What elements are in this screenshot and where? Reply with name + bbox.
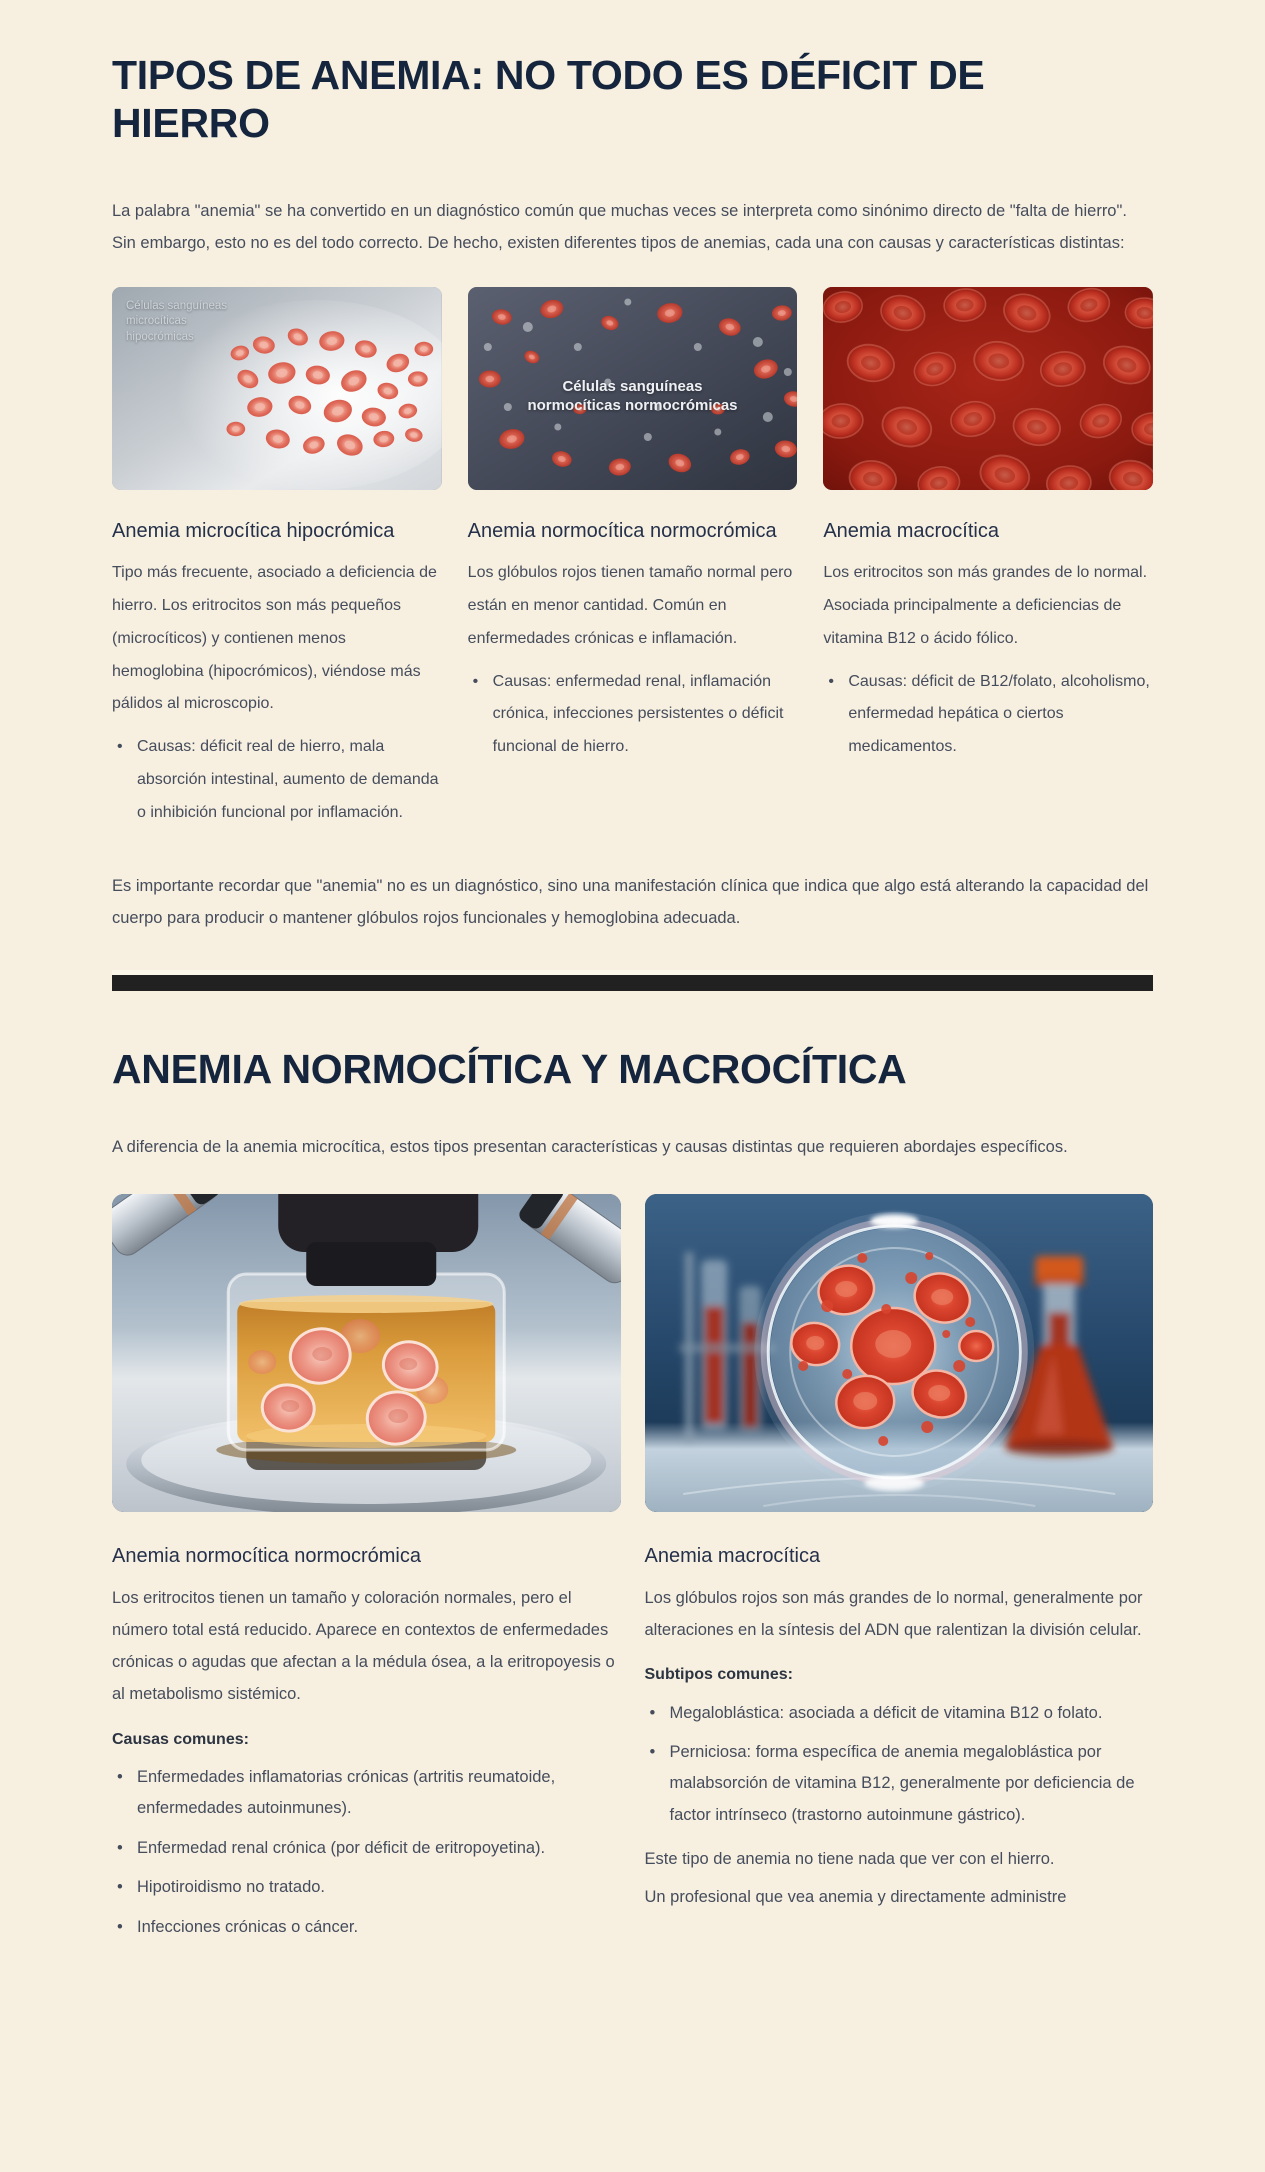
section-normocitica-macrocitica xyxy=(112,1045,1153,1943)
card-body: Tipo más frecuente, asociado a deficiencia de hierro. Los eritrocitos son más pequeños (microcíticos) y contienen menos hemoglobina (hipocrómicos), viéndose más pálidos al microscopio. xyxy=(112,564,437,713)
card-anemia-microcitica xyxy=(112,287,442,829)
card-anemia-normocitica xyxy=(468,287,798,829)
card-body: Los eritrocitos son más grandes de lo normal. Asociada principalmente a deficiencias de vitamina B12 o ácido fólico. xyxy=(823,564,1148,647)
column-body: Los eritrocitos tienen un tamaño y coloración normales, pero el número total está reducido. Aparece en contextos de enfermedades crónicas o agudas que afectan a la médula ósea, a la eritropoyesis o al metabolismo sistémico. xyxy=(112,1588,615,1704)
page-title: TIPOS DE ANEMIA: NO TODO ES DÉFICIT DE HIERRO xyxy=(112,52,985,146)
column-bullet-list xyxy=(112,1762,621,1943)
blood-cells-illustration xyxy=(823,287,1153,490)
bullet-item: • Causas: déficit real de hierro, mala absorción intestinal, aumento de demanda o inhibición funcional por inflamación. xyxy=(112,731,442,829)
card-body: Los glóbulos rojos tienen tamaño normal pero están en menor cantidad. Común en enfermedades crónicas e inflamación. xyxy=(467,564,793,647)
section2-images-row xyxy=(112,1194,1153,1512)
intro-paragraph: La palabra "anemia" se ha convertido en un diagnóstico común que muchas veces se interpreta como sinónimo directo de "falta de hierro". Sin embargo, esto no es del todo correcto. De hecho, existen diferentes tipos de anemias, cada una con causas y características distintas: xyxy=(112,201,1127,252)
image-macrocytic-cells xyxy=(823,287,1153,490)
anemia-cards-row xyxy=(112,287,1153,829)
column-note: Este tipo de anemia no tiene nada que ver con el hierro. xyxy=(644,1850,1055,1869)
section-divider xyxy=(112,970,1153,991)
column-title: Anemia normocítica normocrómica xyxy=(112,1544,421,1567)
bullet-item: • Infecciones crónicas o cáncer. xyxy=(112,1912,621,1943)
column-bullet-list xyxy=(645,1698,1154,1831)
card-title: Anemia microcítica hipocrómica xyxy=(112,520,395,543)
image-normocytic-cells xyxy=(468,287,798,490)
column-title: Anemia macrocítica xyxy=(644,1544,821,1567)
card-bullet-list xyxy=(823,666,1153,764)
article-page xyxy=(112,0,1153,1943)
section-tipos-de-anemia xyxy=(112,0,1153,970)
section-title: ANEMIA NORMOCÍTICA Y MACROCÍTICA xyxy=(112,1046,907,1092)
column-normocitica xyxy=(112,1542,621,1943)
card-anemia-macrocitica xyxy=(823,287,1153,829)
image-microcytic-cells xyxy=(112,287,442,490)
bullet-item: • Enfermedad renal crónica (por déficit de eritropoyetina). xyxy=(112,1833,621,1864)
image-petri-dish xyxy=(645,1194,1154,1512)
column-body: Los glóbulos rojos son más grandes de lo normal, generalmente por alteraciones en la síntesis del ADN que ralentizan la división celular. xyxy=(644,1588,1143,1640)
column-list-label: Causas comunes: xyxy=(112,1730,249,1748)
bullet-item: • Perniciosa: forma específica de anemia megaloblástica por malabsorción de vitamina B12, generalmente por deficiencia de factor intrínseco (trastorno autoinmune gástrico). xyxy=(645,1737,1154,1831)
image-microscope-sample xyxy=(112,1194,621,1512)
image-caption-microcytic: Células sanguíneas microcíticas hipocrómicas xyxy=(126,300,228,343)
column-list-label: Subtipos comunes: xyxy=(644,1666,793,1684)
bullet-item: • Hipotiroidismo no tratado. xyxy=(112,1872,621,1903)
column-macrocitica xyxy=(645,1542,1154,1943)
card-bullet-list xyxy=(112,731,442,829)
image-caption-normocytic: Células sanguíneas normocíticas normocrómicas xyxy=(527,377,738,415)
closing-paragraph: Es importante recordar que "anemia" no es un diagnóstico, sino una manifestación clínica que indica que algo está alterando la capacidad del cuerpo para producir o mantener glóbulos rojos funcionales y hemoglobina adecuada. xyxy=(112,876,1149,927)
card-title: Anemia macrocítica xyxy=(823,520,999,543)
bullet-item: • Enfermedades inflamatorias crónicas (artritis reumatoide, enfermedades autoinmunes). xyxy=(112,1762,621,1825)
bullet-item: • Megaloblástica: asociada a déficit de vitamina B12 o folato. xyxy=(645,1698,1154,1729)
bullet-item: • Causas: déficit de B12/folato, alcoholismo, enfermedad hepática o ciertos medicamentos. xyxy=(823,666,1153,764)
bullet-item: • Causas: enfermedad renal, inflamación crónica, infecciones persistentes o déficit funcional de hierro. xyxy=(468,666,798,764)
petri-dish-illustration xyxy=(645,1194,1154,1512)
card-bullet-list xyxy=(468,666,798,764)
card-title: Anemia normocítica normocrómica xyxy=(467,520,777,543)
section-intro-paragraph: A diferencia de la anemia microcítica, estos tipos presentan características y causas distintas que requieren abordajes específicos. xyxy=(112,1138,1068,1157)
microscope-illustration xyxy=(112,1194,621,1512)
section2-text-columns xyxy=(112,1542,1153,1943)
column-note-continued: Un profesional que vea anemia y directamente administre xyxy=(644,1888,1067,1907)
